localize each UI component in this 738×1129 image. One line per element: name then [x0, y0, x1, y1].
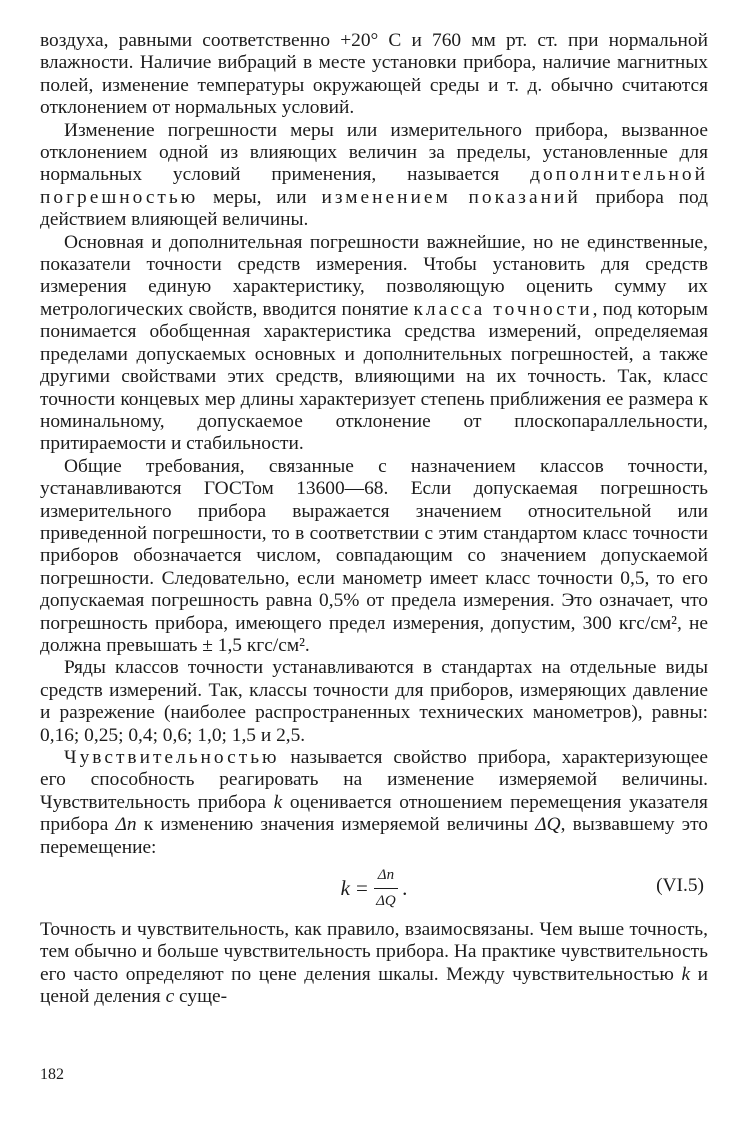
paragraph-3: Основная и дополнительная погрешности важнейшие, но не единственные, показатели точности средств измерения. Чтобы установить для средств измерения единую характеристику, позволяющую оценить сумму их метрологических свойств, вводится понятие класса точности, под которым понимается обобщенная характеристика средства измерений, определяемая пределами допускаемых основных и дополнительных погрешностей, а также другими свойствами этих средств, влияющими на их точность. Так, класс точности концевых мер длины характеризует степень приближения ее размера к номинальному, допускаемое отклонение от плоскопараллельности, притираемости и стабильности.: [40, 231, 708, 455]
formula-denominator: ΔQ: [376, 892, 396, 909]
body-text: [40, 30, 708, 1009]
term-sensitivity: Чувствительностью: [64, 747, 280, 768]
formula-equals: =: [355, 875, 368, 900]
page-number: 182: [40, 1066, 64, 1083]
term-additional-error: дополнительной погрешностью: [40, 164, 708, 208]
paragraph-4: Общие требования, связанные с назначением классов точности, устанавливаются ГОСТом 13600—68. Если допускаемая погрешность измерительного прибора выражается значением относительной или приведенной погрешности, то в соответствии с этим стандартом класс точности приборов обозначается числом, совпадающим со значением допускаемой погрешности. Следовательно, если манометр имеет класс точности 0,5, то его допускаемая погрешность равна 0,5% от предела измерения. Это означает, что погрешность прибора, имеющего предел измерения, допустим, 300 кгс/см², не должна превышать ± 1,5 кгс/см².: [40, 455, 708, 656]
equation-number: (VI.5): [656, 875, 704, 897]
formula-numerator: Δn: [374, 864, 398, 888]
paragraph-5: Ряды классов точности устанавливаются в стандартах на отдельные виды средств измерений. Так, классы точности для приборов, измеряющих давление и разрежение (наиболее распространенных технических манометров), равны: 0,16; 0,25; 0,4; 0,6; 1,0; 1,5 и 2,5.: [40, 657, 708, 746]
term-accuracy-class: класса точности: [413, 298, 593, 320]
formula-lhs: k: [340, 875, 350, 900]
term-reading-change: изменением показаний: [321, 186, 581, 208]
paragraph-7: Точность и чувствительность, как правило, взаимосвязаны. Чем выше точность, тем обычно и больше чувствительность прибора. На практике чувствительность его часто определяют по цене деления шкалы. Между чувствительностью k и ценой деления c суще-: [40, 919, 708, 1008]
formula-dot: .: [402, 875, 408, 900]
formula-vi5: [40, 863, 708, 913]
paragraph-1: воздуха, равными соответственно +20° С и 760 мм рт. ст. при нормальной влажности. Наличие вибраций в месте установки прибора, наличие магнитных полей, изменение температуры окружающей среды и т. д. обычно считаются отклонением от нормальных условий.: [40, 30, 708, 119]
formula-expression: [341, 864, 408, 912]
paragraph-6: Чувствительностью называется свойство прибора, характеризующее его способность реагировать на изменение измеряемой величины. Чувствительность прибора k оценивается отношением перемещения указателя прибора Δn к изменению значения измеряемой величины ΔQ, вызвавшему это перемещение:: [40, 747, 708, 858]
paragraph-2: Изменение погрешности меры или измерительного прибора, вызванное отклонением одной из влияющих величин за пределы, установленные для нормальных условий применения, называется дополнительной погрешностью меры, или изменением показаний прибора под действием влияющей величины.: [40, 119, 708, 231]
formula-fraction: [374, 864, 398, 912]
